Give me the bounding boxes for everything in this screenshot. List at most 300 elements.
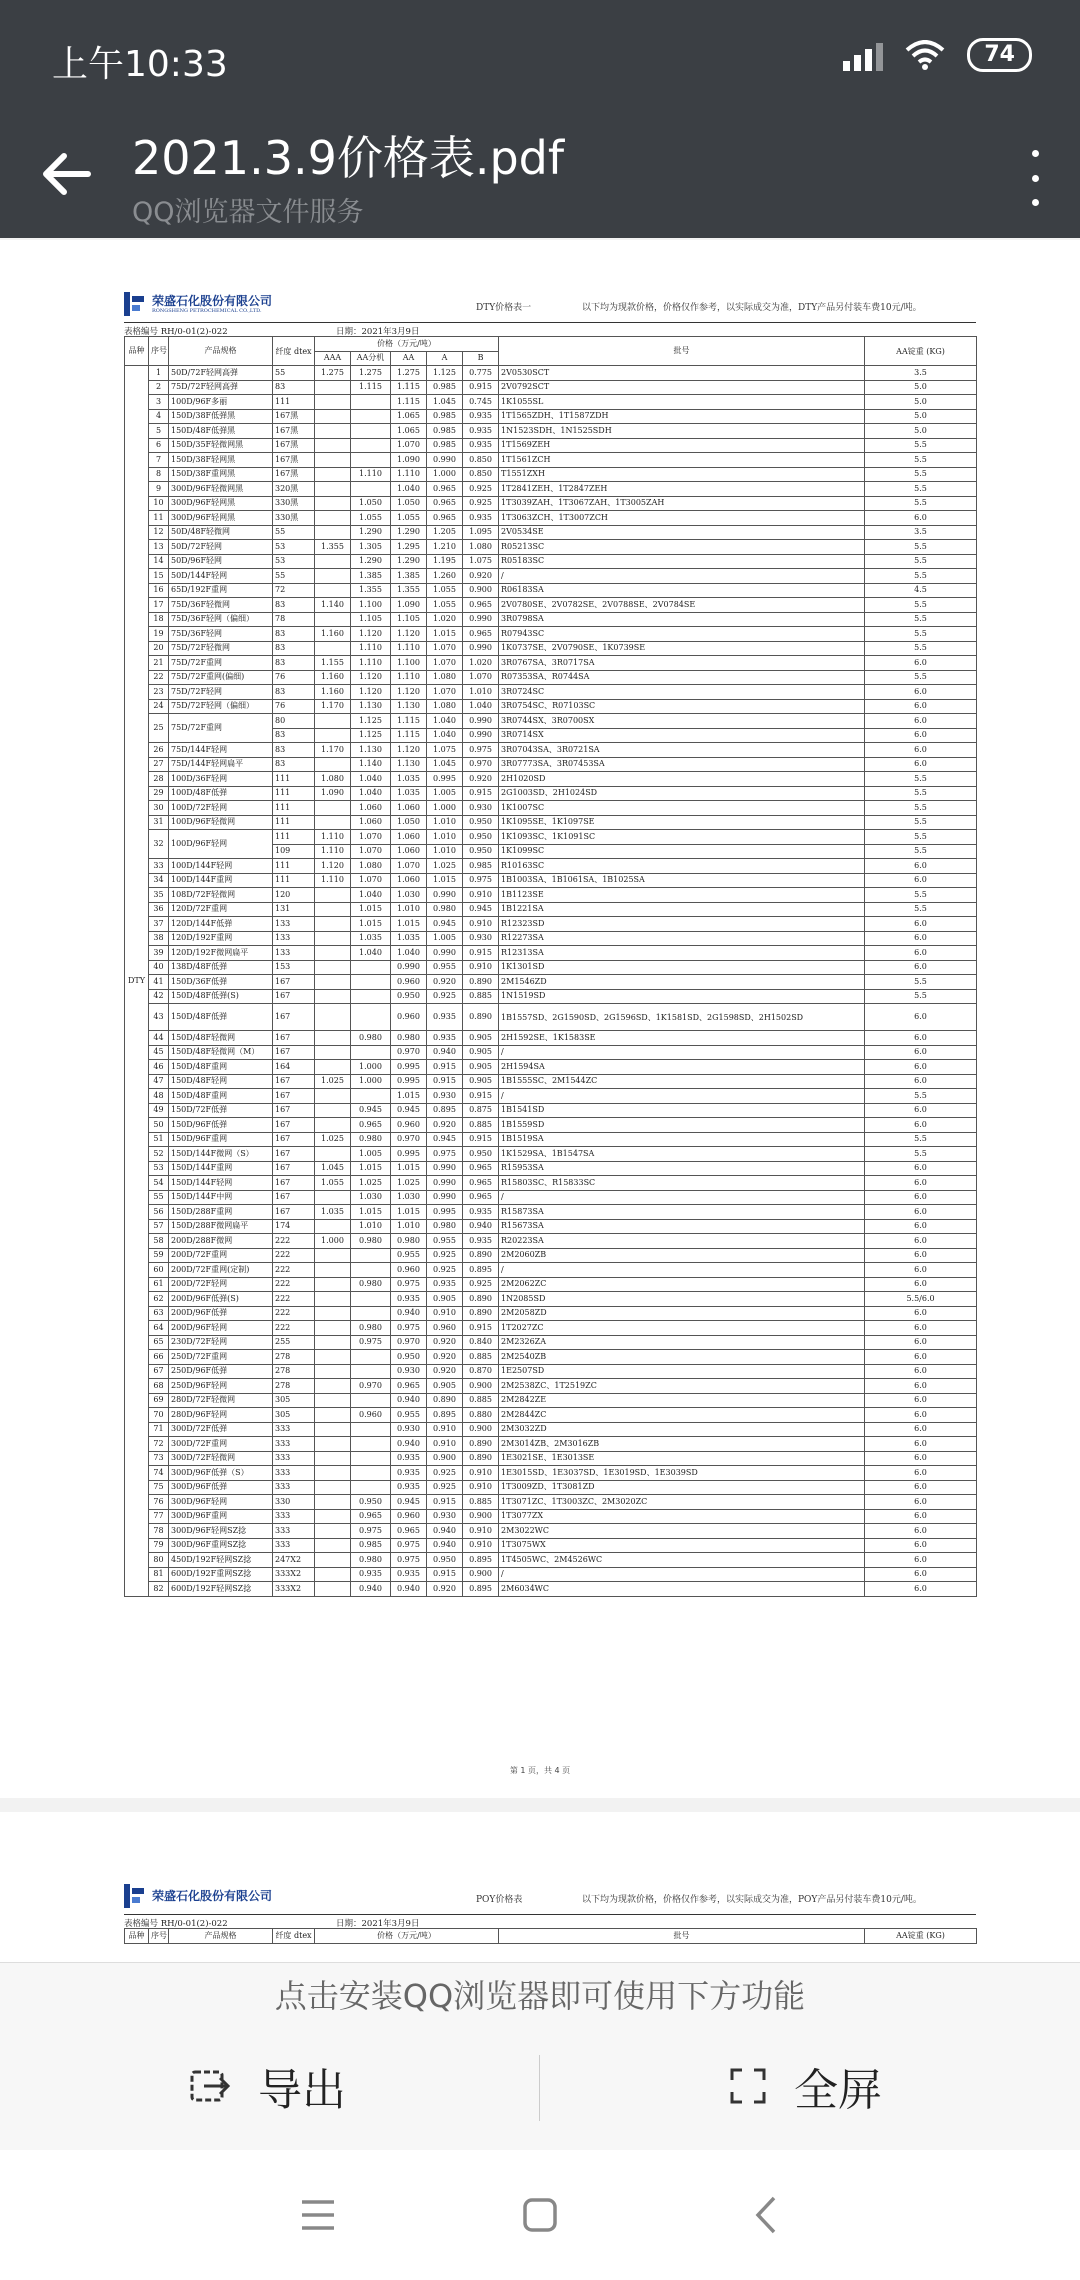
table-cell: 41 [149,975,169,990]
table-cell: 5.5 [865,830,977,845]
table-cell: 75D/144F轻网 [169,743,273,758]
back-arrow-icon[interactable] [36,148,96,200]
table-row [125,409,977,424]
table-cell: 0.890 [463,1248,499,1263]
table-cell: 55 [149,1190,169,1205]
table-cell: 1N1519SD [499,989,865,1004]
pdf-page-2[interactable] [0,1812,1080,1972]
table-cell: 1.170 [315,699,351,714]
table-cell: 57 [149,1219,169,1234]
table-cell: 18 [149,612,169,627]
table-row [125,380,977,395]
table-cell: 0.875 [463,1103,499,1118]
table-cell: 3R0744SX、3R0700SX [499,714,865,729]
table-cell: 6.0 [865,1538,977,1553]
table-cell: 5.5 [865,670,977,685]
table-cell: 0.920 [427,1364,463,1379]
table-cell: 1.080 [315,772,351,787]
table-cell: 0.890 [427,1393,463,1408]
table-cell [315,1509,351,1524]
table-cell: 1.070 [463,670,499,685]
table-cell: 0.975 [427,1147,463,1162]
table-cell: 1.015 [351,917,391,932]
table-row [125,1132,977,1147]
table-cell: 1.130 [391,699,427,714]
table-cell: 0.990 [463,612,499,627]
back-icon[interactable] [738,2190,798,2240]
table-cell: 6.0 [865,1277,977,1292]
install-hint: 点击安装QQ浏览器即可使用下方功能 [274,1977,806,2015]
table-cell: 1.035 [391,931,427,946]
table-cell: 75D/36F轻网 [169,627,273,642]
table-cell: 0.850 [463,453,499,468]
table-cell: 6.0 [865,1335,977,1350]
table-cell: 1.005 [427,931,463,946]
table-cell: 1.290 [391,525,427,540]
table-cell: 167黑 [273,453,315,468]
table-cell: 1.110 [315,873,351,888]
table-cell: 56 [149,1205,169,1220]
table-cell: 0.970 [463,757,499,772]
col-aa-split: AA分机 [351,351,391,366]
table-cell: 0.925 [427,989,463,1004]
table-cell: 0.960 [391,1509,427,1524]
table-cell: 1T1569ZEH [499,438,865,453]
table-cell: 1.100 [391,656,427,671]
table-row [125,1205,977,1220]
table-cell [315,511,351,526]
poy-price-table [124,1928,977,1944]
table-cell: 120D/144F低弹 [169,917,273,932]
table-cell: 0.965 [463,598,499,613]
table-cell: 133 [273,931,315,946]
table-cell: 0.910 [427,1437,463,1452]
table-cell: 6.0 [865,656,977,671]
table-cell: 1.090 [391,598,427,613]
table-cell [315,1219,351,1234]
table-cell: 250D/96F轻网 [169,1379,273,1394]
form-info-2 [124,1914,976,1929]
table-cell: 5.5 [865,641,977,656]
table-cell: 133 [273,946,315,961]
table-cell: 1.110 [315,844,351,859]
table-cell: 0.990 [427,1161,463,1176]
price-note: 以下均为现款价格，价格仅作参考，以实际成交为准，DTY产品另付装车费10元/吨。 [582,303,922,313]
logo-mark-2 [124,1884,146,1908]
table-row [125,1234,977,1249]
table-cell: 65 [149,1335,169,1350]
table-cell: 6.0 [865,1045,977,1060]
table-cell: R20223SA [499,1234,865,1249]
table-cell: / [499,1089,865,1104]
table-cell: 278 [273,1379,315,1394]
table-cell: 1.075 [463,554,499,569]
table-cell: 111 [273,859,315,874]
table-cell: 0.915 [427,1567,463,1582]
export-button[interactable] [188,2047,346,2125]
pdf-page-1[interactable] [0,240,1080,1798]
table-cell: 0.885 [463,989,499,1004]
table-cell: 1.140 [315,598,351,613]
col-category: 品种 [125,337,149,366]
table-cell: 100D/96F轻网 [169,830,273,859]
table-cell: 2V0534SE [499,525,865,540]
table-cell: 6.0 [865,1509,977,1524]
table-row [125,946,977,961]
table-cell: 75 [149,1480,169,1495]
table-cell: 0.900 [463,1567,499,1582]
table-cell: 0.915 [463,786,499,801]
table-row [125,395,977,410]
table-cell: 1.075 [427,743,463,758]
table-cell: 222 [273,1321,315,1336]
table-cell: 2 [149,380,169,395]
table-cell: 250D/72F重网 [169,1350,273,1365]
table-cell: 0.930 [427,1509,463,1524]
table-row [125,786,977,801]
table-cell: 150D/96F低弹 [169,1118,273,1133]
col-spec: 产品规格 [169,337,273,366]
table-row [125,772,977,787]
table-cell: 0.935 [463,409,499,424]
table-cell: 1.155 [315,656,351,671]
table-cell: 0.925 [463,482,499,497]
table-cell: 222 [273,1292,315,1307]
table-header-row [125,337,977,352]
table-cell: 1.050 [391,815,427,830]
table-cell: 0.900 [427,1451,463,1466]
table-cell: 0.895 [463,1553,499,1568]
table-cell: 3R0754SC、R07103SC [499,699,865,714]
table-cell: 0.910 [463,960,499,975]
table-cell: 333 [273,1538,315,1553]
table-cell: 5.5 [865,772,977,787]
table-cell: 5 [149,424,169,439]
table-row [125,1306,977,1321]
table-row [125,496,977,511]
table-cell: 1K1301SD [499,960,865,975]
table-cell: 1.170 [315,743,351,758]
table-cell [315,1524,351,1539]
table-cell [315,496,351,511]
table-cell: 1.195 [427,554,463,569]
table-cell: 1.025 [315,1074,351,1089]
table-cell: 1.110 [391,641,427,656]
table-cell: 2H1020SD [499,772,865,787]
table-cell: 0.950 [391,1350,427,1365]
sheet-date-2: 日期：2021年3月9日 [336,1919,420,1929]
col-price-group: 价格（万元/吨） [315,337,499,352]
table-cell: 0.965 [427,482,463,497]
table-cell: 0.905 [463,1060,499,1075]
table-cell: 0.990 [463,728,499,743]
table-cell: 0.995 [391,1074,427,1089]
table-cell: 1.305 [351,540,391,555]
table-cell: 6.0 [865,1379,977,1394]
table-cell: 333 [273,1509,315,1524]
table-cell: 167 [273,1147,315,1162]
table-cell: 333 [273,1437,315,1452]
fullscreen-button[interactable] [728,2047,882,2125]
table-cell: 150D/48F低弹 [169,1004,273,1031]
table-cell: 1K1529SA、1B1547SA [499,1147,865,1162]
table-row [125,917,977,932]
table-cell [351,1004,391,1031]
table-cell: 0.965 [391,1524,427,1539]
table-cell: 6.0 [865,1306,977,1321]
table-cell: 1.125 [351,714,391,729]
table-cell: 50D/72F轻网 [169,540,273,555]
table-row [125,1350,977,1365]
table-cell [351,975,391,990]
table-cell: 42 [149,989,169,1004]
table-cell: 0.930 [463,801,499,816]
more-menu-icon[interactable] [1028,150,1042,206]
table-cell: 0.985 [427,438,463,453]
table-cell: 0.850 [463,467,499,482]
table-cell: 0.990 [427,888,463,903]
company-logo [124,290,272,318]
table-cell: 0.910 [427,1422,463,1437]
table-cell: 100D/72F轻网 [169,801,273,816]
table-cell: 69 [149,1393,169,1408]
table-cell: 2H1592SE、1K1583SE [499,1031,865,1046]
table-cell: 1.110 [351,641,391,656]
table-cell: 333X2 [273,1567,315,1582]
table-cell: 1.130 [351,699,391,714]
table-cell: 0.870 [463,1364,499,1379]
table-cell: 1.110 [351,467,391,482]
table-cell: 150D/36F低弹 [169,975,273,990]
table-cell: 6.0 [865,946,977,961]
table-row [125,1451,977,1466]
table-cell: 76 [149,1495,169,1510]
table-cell: 1N2085SD [499,1292,865,1307]
table-cell: 0.950 [351,1495,391,1510]
table-cell [351,438,391,453]
home-icon[interactable] [510,2190,570,2240]
table-cell: 1.060 [391,801,427,816]
table-cell: 0.985 [463,859,499,874]
table-cell: 6.0 [865,685,977,700]
table-cell [351,409,391,424]
table-cell [315,569,351,584]
export-label: 导出 [258,2065,346,2116]
table-cell [315,1408,351,1423]
table-cell: 0.990 [427,453,463,468]
table-cell: 0.925 [463,496,499,511]
table-cell: 1.110 [315,830,351,845]
table-cell: 0.930 [391,1364,427,1379]
table-cell: 1B1559SD [499,1118,865,1133]
table-cell: 47 [149,1074,169,1089]
table-cell: 6.0 [865,1060,977,1075]
table-cell: 55 [273,366,315,381]
table-cell: 66 [149,1350,169,1365]
table-cell: 222 [273,1248,315,1263]
col-aaa: AAA [315,351,351,366]
company-logo-2 [124,1882,272,1910]
table-cell [351,1393,391,1408]
table-cell [315,1335,351,1350]
table-cell: 6.0 [865,1553,977,1568]
table-cell: 1.385 [391,569,427,584]
table-cell: 1.275 [351,366,391,381]
table-cell: 37 [149,917,169,932]
table-cell: 0.920 [427,1335,463,1350]
table-cell: 167 [273,1161,315,1176]
table-cell: 75D/72F重网 [169,714,273,743]
table-cell: 1K1099SC [499,844,865,859]
table-cell: 1.160 [315,627,351,642]
table-cell: 200D/96F轻网 [169,1321,273,1336]
table-cell [315,424,351,439]
table-row [125,960,977,975]
table-cell: 70 [149,1408,169,1423]
table-cell: 0.910 [463,1524,499,1539]
table-cell: 100D/144F重网 [169,873,273,888]
recent-apps-icon[interactable] [288,2190,348,2240]
table-cell [315,1538,351,1553]
table-cell: 0.980 [391,1234,427,1249]
table-cell [315,1004,351,1031]
table-cell: 3R0798SA [499,612,865,627]
table-cell: 1.120 [351,627,391,642]
table-cell: 5.5 [865,801,977,816]
table-cell: 167 [273,989,315,1004]
table-row [125,1176,977,1191]
table-cell: 1T2841ZEH、1T2847ZEH [499,482,865,497]
table-cell: 5.0 [865,395,977,410]
table-cell: 1.355 [391,583,427,598]
table-cell: 0.950 [391,989,427,1004]
table-cell: 250D/96F低弹 [169,1364,273,1379]
table-cell: 50D/96F轻网 [169,554,273,569]
table-cell: 0.900 [463,1422,499,1437]
table-cell: 0.945 [391,1103,427,1118]
table-cell: 0.990 [391,960,427,975]
table-cell: 0.935 [351,1567,391,1582]
table-cell: 0.895 [463,1263,499,1278]
table-cell: 1B1123SE [499,888,865,903]
table-cell: 222 [273,1277,315,1292]
table-cell: 31 [149,815,169,830]
table-cell: 2M2844ZC [499,1408,865,1423]
table-cell: 1.000 [427,467,463,482]
table-cell: 0.940 [391,1437,427,1452]
table-row [125,569,977,584]
table-row [125,1509,977,1524]
table-row [125,583,977,598]
table-cell: 83 [273,380,315,395]
poy-col-weight: AA锭重 (KG) [865,1929,977,1944]
table-cell: 12 [149,525,169,540]
table-cell: 2M2058ZD [499,1306,865,1321]
table-cell [315,554,351,569]
table-cell: 15 [149,569,169,584]
table-row [125,554,977,569]
bottom-function-bar [0,1962,1080,2151]
table-cell [315,902,351,917]
table-cell: 138D/48F低弹 [169,960,273,975]
table-cell: 1.015 [391,1161,427,1176]
table-cell: 164 [273,1060,315,1075]
table-cell: 1T3075WX [499,1538,865,1553]
table-cell: 150D/48F轻微网（M） [169,1045,273,1060]
table-cell: 150D/35F轻微网黑 [169,438,273,453]
table-cell: 1.035 [315,1205,351,1220]
file-service-subtitle: QQ浏览器文件服务 [132,197,364,228]
table-cell [315,380,351,395]
table-row [125,1321,977,1336]
table-cell: 167 [273,1045,315,1060]
table-cell: 167 [273,1190,315,1205]
table-cell: 0.970 [391,1045,427,1060]
table-row [125,1089,977,1104]
table-cell: 333 [273,1480,315,1495]
table-cell: 600D/192F轻网SZ捻 [169,1582,273,1597]
table-cell: 81 [149,1567,169,1582]
table-cell: 333 [273,1422,315,1437]
table-cell [315,583,351,598]
table-cell: 1.040 [351,946,391,961]
table-cell [315,728,351,743]
table-cell: 0.915 [463,1089,499,1104]
table-cell: 1.260 [427,569,463,584]
table-cell: 1.015 [351,1205,391,1220]
table-cell: 0.930 [427,1089,463,1104]
table-cell: 1.290 [351,554,391,569]
table-cell [315,1089,351,1104]
table-cell: 300D/72F轻微网 [169,1451,273,1466]
table-cell: 333X2 [273,1582,315,1597]
table-cell: 300D/96F轻网黑 [169,496,273,511]
table-cell: 5.5 [865,844,977,859]
table-row [125,1103,977,1118]
table-row [125,1480,977,1495]
table-cell: 6.0 [865,1263,977,1278]
table-cell: 0.915 [427,1074,463,1089]
table-cell: 1.040 [391,482,427,497]
table-cell: 6.0 [865,1408,977,1423]
table-cell: 6.0 [865,511,977,526]
table-cell: 1K0737SE、2V0790SE、1K0739SE [499,641,865,656]
table-cell: 1.060 [391,830,427,845]
table-cell: 0.950 [463,844,499,859]
table-cell: 1.040 [351,888,391,903]
table-cell: 0.960 [427,1321,463,1336]
table-cell: 167 [273,975,315,990]
table-row [125,656,977,671]
table-cell: 0.905 [463,1045,499,1060]
table-cell: 0.890 [463,1292,499,1307]
table-cell: 73 [149,1451,169,1466]
table-row [125,1393,977,1408]
table-cell: 3R07043SA、3R0721SA [499,743,865,758]
table-cell: 109 [273,844,315,859]
table-row [125,975,977,990]
table-cell: 61 [149,1277,169,1292]
table-cell: 5.0 [865,380,977,395]
table-row [125,1004,977,1031]
signal-icon [843,39,883,71]
table-cell: 0.890 [463,975,499,990]
table-cell: 6.0 [865,1582,977,1597]
table-cell [351,1350,391,1365]
table-cell: 0.885 [463,1350,499,1365]
table-cell: 1.035 [351,931,391,946]
table-row [125,859,977,874]
